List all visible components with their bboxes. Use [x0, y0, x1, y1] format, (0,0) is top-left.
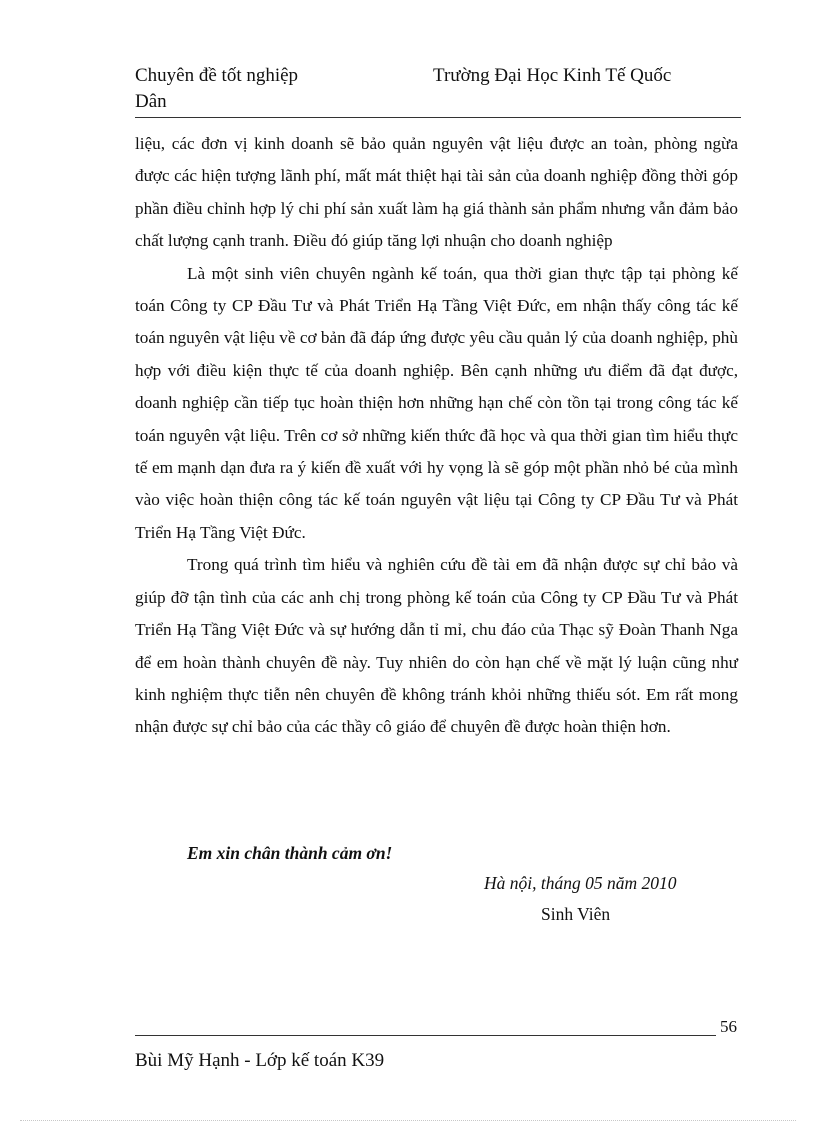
paragraph-3: Trong quá trình tìm hiểu và nghiên cứu đề tài em đã nhận được sự chỉ bảo và giúp đỡ tận tình của các anh chị trong phòng kế toán của Công ty CP Đầu Tư và Phát Triển Hạ Tầng Việt Đức và sự hướng dẫn tỉ mỉ, chu đáo của Thạc sỹ Đoàn Thanh Nga để em hoàn thành chuyên đề này. Tuy nhiên do còn hạn chế về mặt lý luận cũng như kinh nghiệm thực tiễn nên chuyên đề không tránh khỏi những thiếu sót. Em rất mong nhận được sự chỉ bảo của các thầy cô giáo để chuyên đề được hoàn thiện hơn. [135, 555, 738, 737]
header-university-continuation: Dân [135, 91, 167, 112]
header-university: Trường Đại Học Kinh Tế Quốc [433, 65, 672, 86]
page-number: 56 [720, 1017, 737, 1036]
signer-label: Sinh Viên [541, 904, 611, 924]
paragraph-1: liệu, các đơn vị kinh doanh sẽ bảo quản nguyên vật liệu được an toàn, phòng ngừa được các hiện tượng lãnh phí, mất mát thiệt hại tài sản của doanh nghiệp đồng thời góp phần điều chỉnh hợp lý chi phí sản xuất làm hạ giá thành sản phẩm nhưng vẫn đảm bảo chất lượng cạnh tranh. Điều đó giúp tăng lợi nhuận cho doanh nghiệp [135, 134, 738, 251]
footer-author: Bùi Mỹ Hạnh - Lớp kế toán K39 [135, 1050, 385, 1071]
footer-divider [135, 1035, 716, 1036]
page-bottom-edge [20, 1120, 796, 1121]
header-document-type: Chuyên đề tốt nghiệp [135, 65, 299, 86]
thanks-line: Em xin chân thành cảm ơn! [187, 843, 393, 863]
paragraph-2: Là một sinh viên chuyên ngành kế toán, qua thời gian thực tập tại phòng kế toán Công ty CP Đầu Tư và Phát Triển Hạ Tầng Việt Đức, em nhận thấy công tác kế toán nguyên vật liệu về cơ bản đã đáp ứng được yêu cầu quản lý của doanh nghiệp, phù hợp với điều kiện thực tế của doanh nghiệp. Bên cạnh những ưu điểm đã đạt được, doanh nghiệp cần tiếp tục hoàn thiện hơn những hạn chế còn tồn tại trong công tác kế toán nguyên vật liệu. Trên cơ sở những kiến thức đã học và qua thời gian tìm hiểu thực tế em mạnh dạn đưa ra ý kiến đề xuất với hy vọng là sẽ góp một phần nhỏ bé của mình vào việc hoàn thiện công tác kế toán nguyên vật liệu tại Công ty CP Đầu Tư và Phát Triển Hạ Tầng Việt Đức. [135, 263, 738, 542]
body-text [135, 128, 738, 744]
page-header [135, 64, 741, 118]
place-date: Hà nội, tháng 05 năm 2010 [484, 873, 677, 893]
